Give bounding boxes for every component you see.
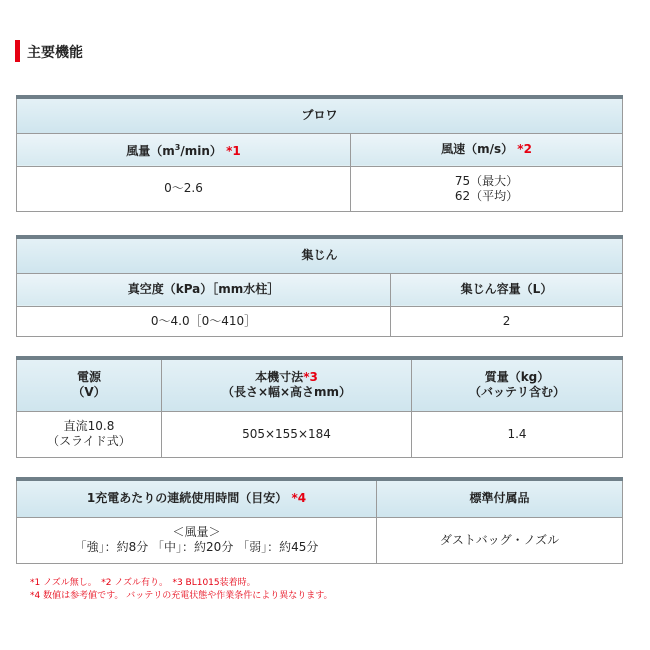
section-title: 主要機能 <box>27 45 83 61</box>
mass-value: 1.4 <box>412 411 623 457</box>
vacuum-value: 0～4.0［0～410］ <box>17 306 391 336</box>
airspeed-label: 風速（m/s） *2 <box>351 133 623 166</box>
accessory-label: 標準付属品 <box>377 479 623 517</box>
capacity-label: 集じん容量（L） <box>391 273 623 306</box>
footnote-line: *1 ノズル無し。 *2 ノズル有り。 *3 BL1015装着時。 <box>30 578 256 588</box>
section-title-marker <box>15 40 20 62</box>
footnote-line: *4 数値は参考値です。 バッテリの充電状態や作業条件により異なります。 <box>30 591 333 601</box>
dust-table <box>16 235 623 337</box>
size-label: 本機寸法*3 （長さ×幅×高さmm） <box>162 358 412 411</box>
accessory-value: ダストバッグ・ノズル <box>377 517 623 563</box>
mass-label: 質量（kg） （バッテリ含む） <box>412 358 623 411</box>
blower-table <box>16 95 623 212</box>
power-value: 直流10.8 （スライド式） <box>17 411 162 457</box>
runtime-table <box>16 477 623 564</box>
dust-header: 集じん <box>17 237 623 273</box>
footnotes <box>30 577 333 603</box>
airflow-value: 0～2.6 <box>17 166 351 211</box>
airspeed-value: 75（最大） 62（平均） <box>351 166 623 211</box>
blower-header: ブロワ <box>17 97 623 133</box>
note-mark-4: *4 <box>291 491 307 506</box>
power-label: 電源 （V） <box>17 358 162 411</box>
power-table <box>16 356 623 458</box>
note-mark-1: *1 <box>226 144 241 158</box>
runtime-value: ＜風量＞ 「強」：約8分 「中」：約20分 「弱」：約45分 <box>17 517 377 563</box>
size-value: 505×155×184 <box>162 411 412 457</box>
runtime-label: 1充電あたりの連続使用時間（目安） *4 <box>17 479 377 517</box>
note-mark-2: *2 <box>517 142 532 156</box>
vacuum-label: 真空度（kPa）［mm水柱］ <box>17 273 391 306</box>
note-mark-3: *3 <box>303 370 318 385</box>
airflow-label: 風量$(m^3/\min)$ *1 <box>17 133 351 166</box>
capacity-value: 2 <box>391 306 623 336</box>
